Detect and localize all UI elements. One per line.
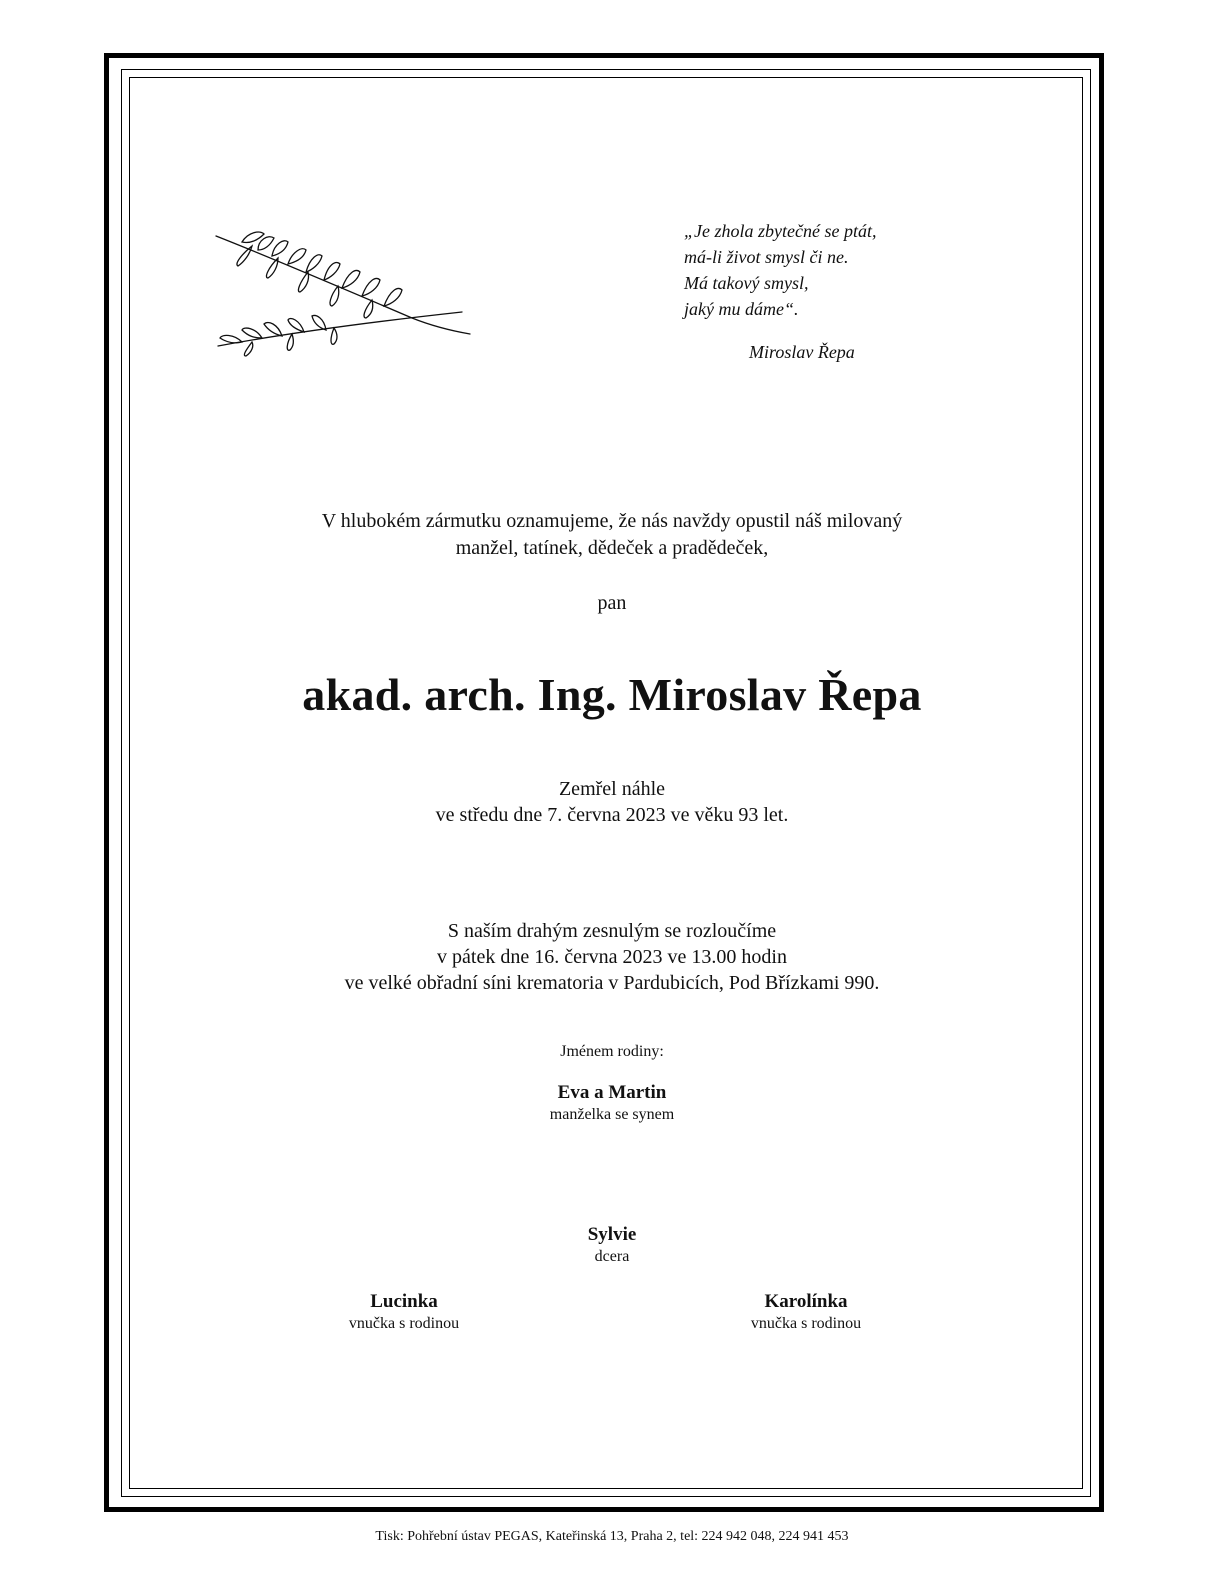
quote-author: Miroslav Řepa [749,342,855,362]
farewell-line: S naším drahým zesnulým se rozloučíme [447,920,777,942]
farewell-line: ve velké obřadní síni krematoria v Pardubicích, Pod Břízkami 990. [344,972,880,994]
family-member-name: Lucinka [370,1291,438,1312]
announcement-line: V hlubokém zármutku oznamujeme, že nás navždy opustil náš milovaný [321,510,903,532]
quote-line: jaký mu dáme“. [684,299,799,319]
quote [684,218,876,322]
quote-line: „Je zhola zbytečné se ptát, [684,221,877,241]
death-notice [0,776,1224,828]
family-member-name: Eva a Martin [557,1082,667,1103]
announcement [0,508,1224,562]
salutation: pan [597,592,627,614]
family-member-name: Sylvie [587,1224,637,1245]
family-member [0,1082,1224,1124]
family-member-relation: vnučka s rodinou [750,1315,862,1332]
quote-line: Má takový smysl, [684,273,809,293]
family-member [0,1224,1224,1266]
announcement-line: manžel, tatínek, dědeček a pradědeček, [455,537,769,559]
deceased-name: akad. arch. Ing. Miroslav Řepa [302,669,922,720]
farewell-info [0,918,1224,996]
printer-footer: Tisk: Pohřební ústav PEGAS, Kateřinská 13, Praha 2, tel: 224 942 048, 224 941 453 [375,1529,849,1544]
death-line: Zemřel náhle [558,778,666,800]
family-member [686,1291,926,1333]
olive-branch-icon [212,218,474,358]
family-member [284,1291,524,1333]
death-line: ve středu dne 7. června 2023 ve věku 93 let. [435,804,789,826]
farewell-line: v pátek dne 16. června 2023 ve 13.00 hodin [437,946,787,968]
family-member-relation: dcera [594,1248,630,1265]
family-member-relation: manželka se synem [549,1106,675,1123]
quote-line: má-li život smysl či ne. [684,247,849,267]
on-behalf-label: Jménem rodiny: [560,1043,664,1060]
family-member-name: Karolínka [764,1291,848,1312]
family-member-relation: vnučka s rodinou [348,1315,460,1332]
